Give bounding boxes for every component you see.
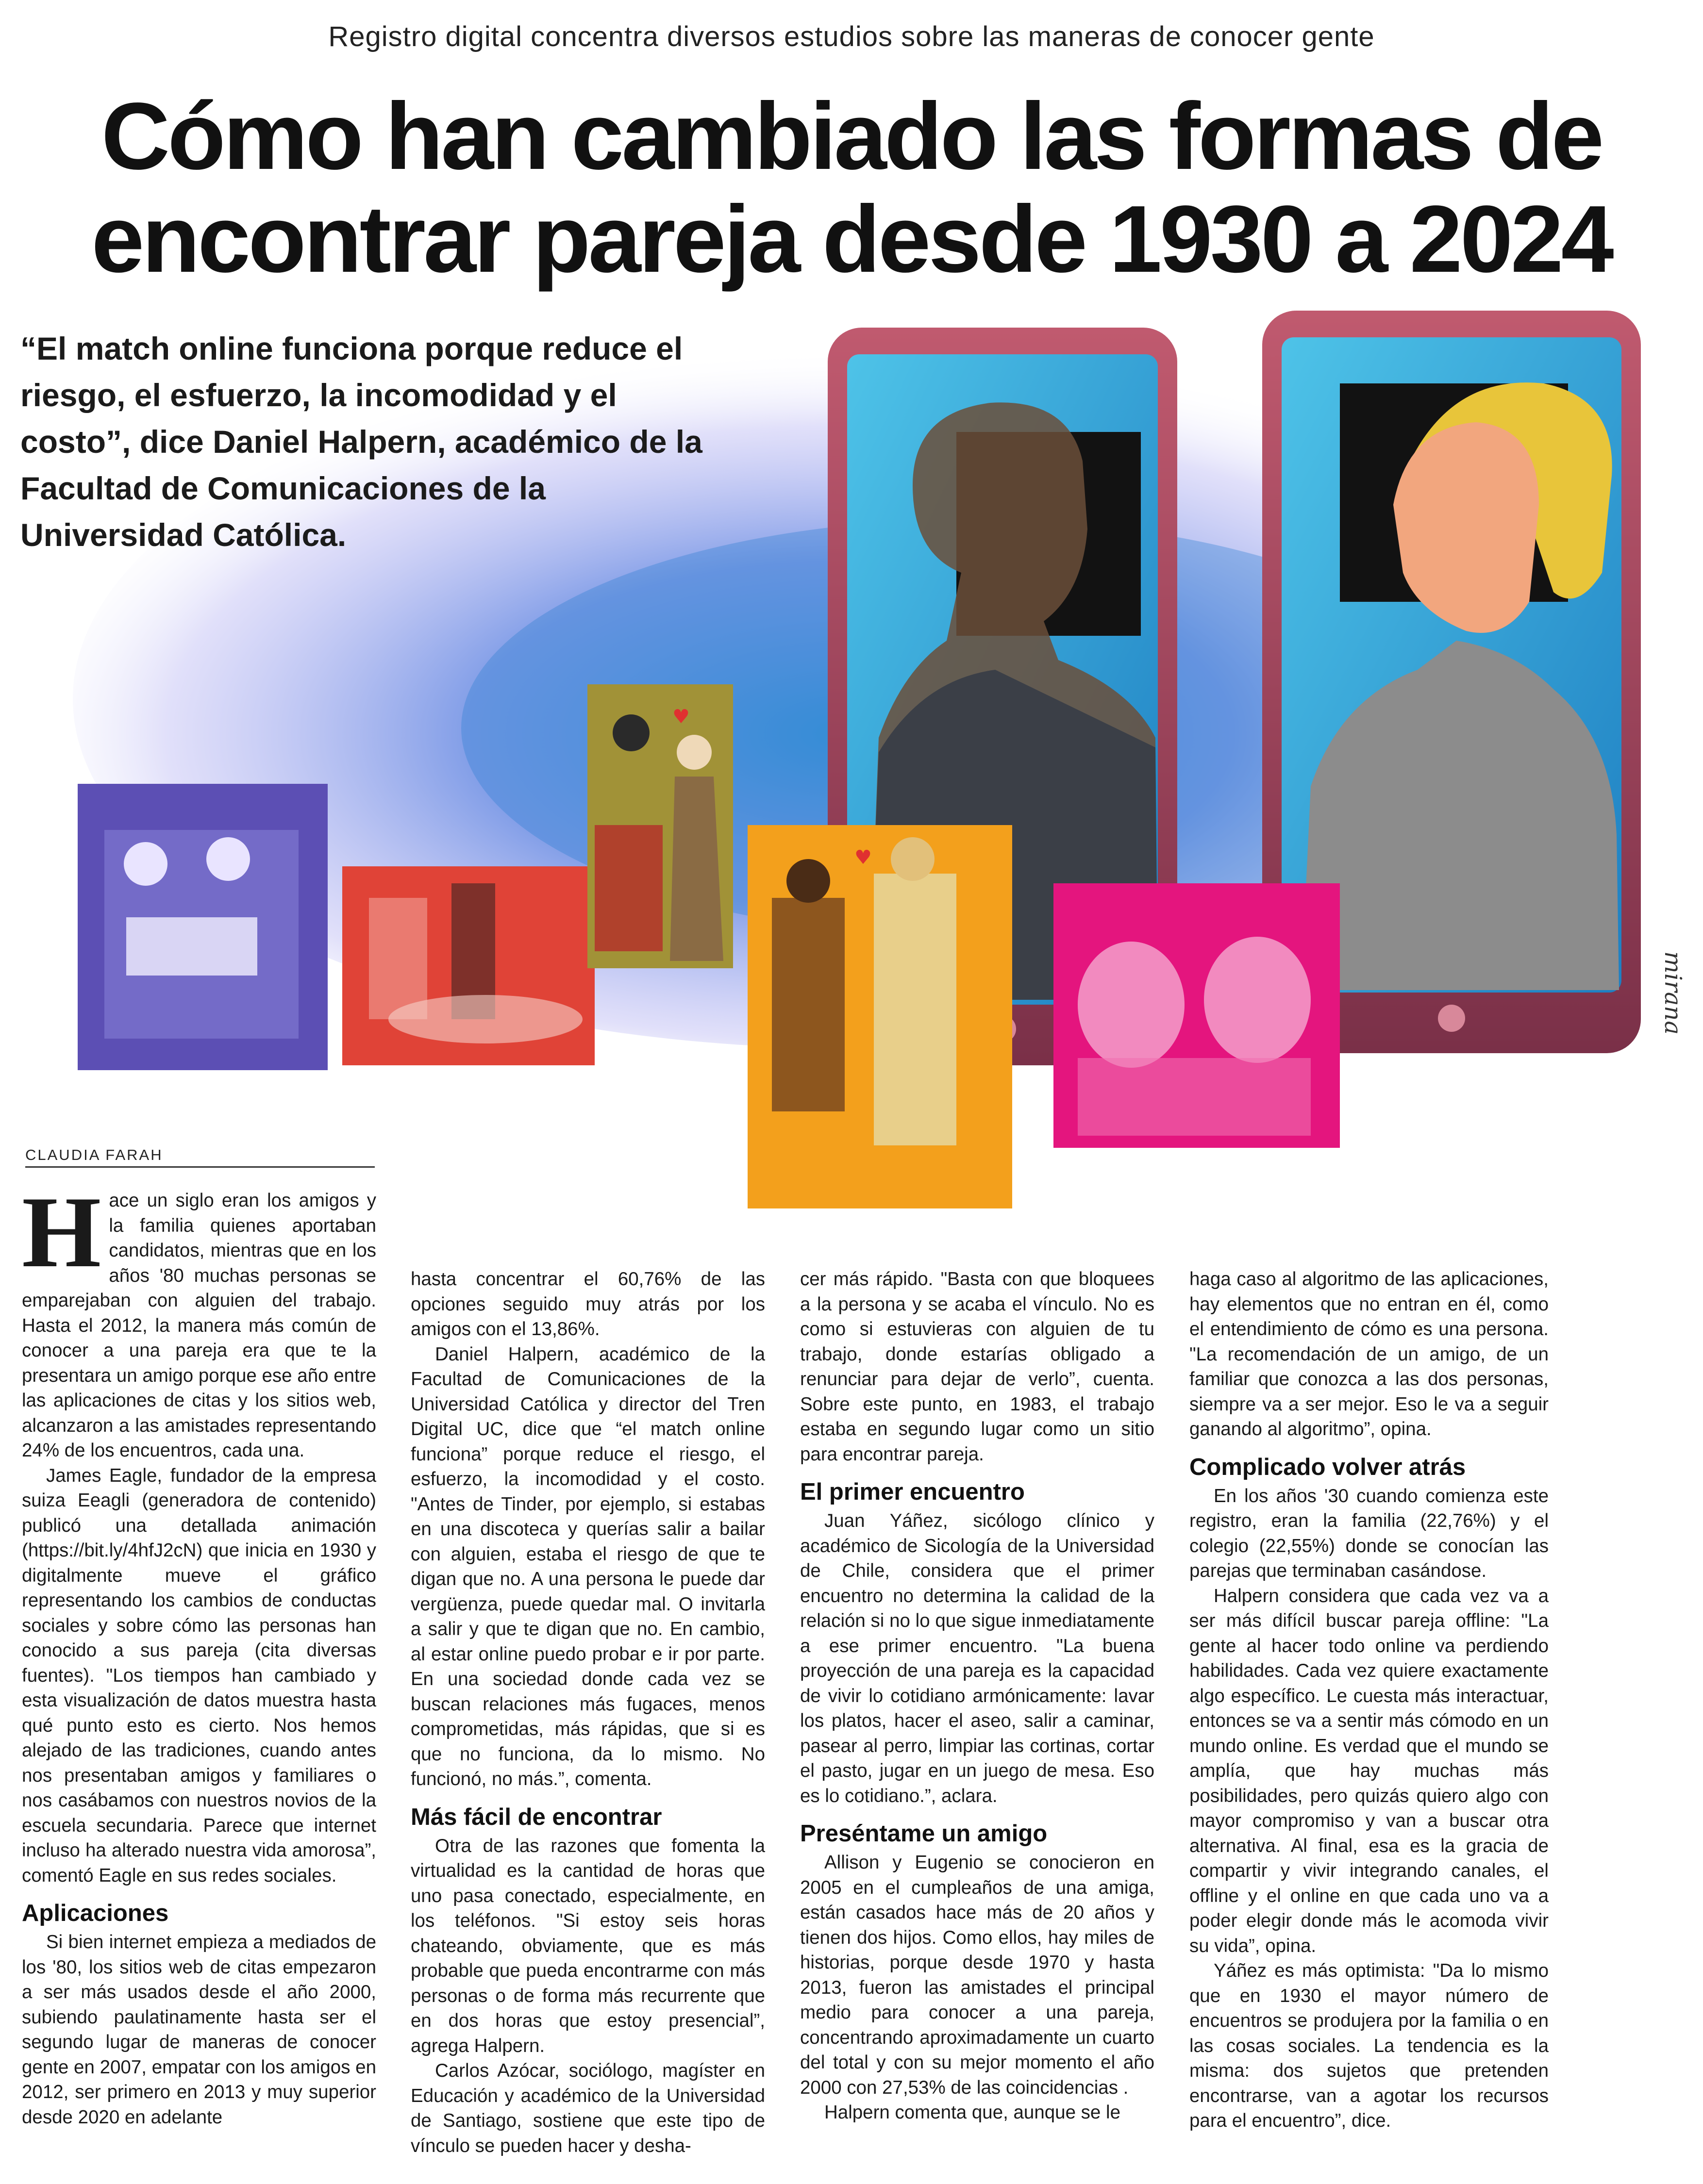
svg-text:♥: ♥ xyxy=(672,706,690,728)
photo-1940s xyxy=(342,866,595,1065)
article-column-3 xyxy=(800,1267,1154,2125)
paragraph: En los años '30 cuando comienza este registro, eran la familia (22,76%) y el colegio (22,55%) donde se conocían las parejas que terminaban casándose. xyxy=(1189,1485,1549,1581)
photo-1950s xyxy=(587,684,733,968)
article-column-4 xyxy=(1189,1267,1549,2134)
subheading-mas-facil: Más fácil de encontrar xyxy=(411,1803,662,1830)
paragraph: Si bien internet empieza a mediados de los '80, los sitios web de citas empezaron a ser más usados desde el año 2000, subiendo paulatinamente hasta ser el segundo lugar de maneras de conocer gente en 2007, empatar con los amigos en 2012, ser primero en 2013 y muy superior desde 2020 en adelante xyxy=(22,1932,376,2128)
paragraph: Otra de las razones que fomenta la virtualidad es la cantidad de horas que uno pasa conectado, especialmente, en los teléfonos. "Si estoy seis horas chateando, obviamente, que es más probable que pueda encontrarme con más personas o de forma más recurrente que en dos horas que estoy presencial”, agrega Halpern. xyxy=(411,1835,765,2056)
subheading-primer-encuentro: El primer encuentro xyxy=(800,1479,1025,1505)
paragraph: haga caso al algoritmo de las aplicaciones, hay elementos que no entran en él, como el entendimiento de cómo es una persona. "La recomendación de un amigo, de un familiar que conozca a las dos personas, siempre va a ser mejor. Eso le va a seguir ganando al algoritmo”, opina. xyxy=(1189,1269,1549,1439)
paragraph: Halpern comenta que, aunque se le xyxy=(824,2102,1121,2123)
photo-1970s xyxy=(1053,883,1340,1148)
paragraph: hasta concentrar el 60,76% de las opciones seguido muy atrás por los amigos con el 13,86%. xyxy=(411,1269,765,1340)
paragraph: Yáñez es más optimista: "Da lo mismo que en 1930 el mayor número de encuentros se produjera por la familia o en las cosas sociales. La tendencia es la misma: dos sujetos que pretenden encontrarse, van a agotar los recursos para el encuentro”, dice. xyxy=(1189,1960,1549,2131)
headline-line-1: Cómo han cambiado las formas de xyxy=(101,83,1602,189)
byline: CLAUDIA FARAH xyxy=(25,1146,375,1168)
headline xyxy=(58,85,1645,291)
subheading-presentame: Preséntame un amigo xyxy=(800,1820,1048,1847)
paragraph: Hace un siglo eran los amigos y la familia quienes aportaban candidatos, mientras que en los años '80 muchas personas se emparejaban con alguien del trabajo. Hasta el 2012, la manera más común de conocer a una pareja era que te la presentara un amigo porque ese año entre las aplicaciones de citas y los sitios web, alcanzaron a las amistades representando 24% de los encuentros, cada una. xyxy=(22,1176,376,1461)
photo-1960s xyxy=(748,825,1012,1208)
lead-quote: “El match online funciona porque reduce el riesgo, el esfuerzo, la incomodidad y el costo”, dice Daniel Halpern, académico de la Facultad de Comunicaciones de la Universidad Católica. xyxy=(20,331,702,553)
photo-1930s xyxy=(78,784,328,1070)
headline-line-2: encontrar pareja desde 1930 a 2024 xyxy=(91,186,1612,292)
svg-text:♥: ♥ xyxy=(854,846,872,869)
paragraph: Daniel Halpern, académico de la Facultad de Comunicaciones de la Universidad Católica y director del Tren Digital UC, dice que “el match online funciona” porque reduce el riesgo, el esfuerzo, la incomodidad y el costo. "Antes de Tinder, por ejemplo, si estabas en una discoteca y querías salir a bailar con alguien, estaba el riesgo de que te digan que no. A una persona le puede dar vergüenza, puede quedar mal. O invitarla a salir y que te digan que no. En cambio, al estar online puedo probar e ir por parte. En una sociedad donde cada vez se buscan relaciones más fugaces, menos comprometidas, más rápidas, que si es que no funciona, da lo mismo. No funcionó, no más.”, comenta. xyxy=(411,1343,765,1789)
subheading-complicado: Complicado volver atrás xyxy=(1189,1454,1466,1480)
paragraph: cer más rápido. "Basta con que bloquees a la persona y se acaba el vínculo. No es como si estuvieras con alguien de tu trabajo, donde estarías obligado a renunciar para dejar de verlo”, cuenta. Sobre este punto, en 1983, el trabajo estaba en segundo lugar como un sitio para encontrar pareja. xyxy=(800,1269,1154,1465)
paragraph: Halpern considera que cada vez va a ser más difícil buscar pareja offline: "La gente al hacer todo online va perdiendo habilidades. Cada vez quiere exactamente algo específico. Le cuesta más interactuar, entonces se va a sentir más cómodo en un mundo online. Es verdad que el mundo se amplía, que hay muchas más posibilidades, pero quizás quiero algo con mayor compromiso y van a buscar otra alternativa. Al final, esa es la gracia de compartir y vivir integrando canales, el offline y el online en que cada uno va a poder elegir donde más le acomoda vivir su vida”, opina. xyxy=(1189,1585,1549,1956)
paragraph: Allison y Eugenio se conocieron en 2005 en el cumpleaños de una amiga, están casados hace más de 20 años y tienen dos hijos. Como ellos, hay miles de historias, porque desde 1970 y hasta 2013, fueron las amistades el principal medio para conocer a una pareja, concentrando aproximadamente un cuarto del total y con su mejor momento el año 2000 con 27,53% de las coincidencias . xyxy=(800,1852,1154,2098)
paragraph: Carlos Azócar, sociólogo, magíster en Educación y académico de la Universidad de Santiago, sostiene que este tipo de vínculo se pueden hacer y desha- xyxy=(411,2060,765,2156)
kicker: Registro digital concentra diversos estudios sobre las maneras de conocer gente xyxy=(328,21,1375,52)
artist-signature: mirana xyxy=(1659,951,1686,1035)
paragraph: Juan Yáñez, sicólogo clínico y académico de Sicología de la Universidad de Chile, considera que el primer encuentro no determina la calidad de la relación si no lo que sigue inmediatamente a ese primer encuentro. "La buena proyección de una pareja es la capacidad de vivir lo cotidiano armónicamente: lavar los platos, hacer el aseo, salir a caminar, pasear al perro, limpiar las cortinas, cortar el pasto, jugar en un juego de mesa. Eso es lo cotidiano.”, aclara. xyxy=(800,1510,1154,1806)
subheading-aplicaciones: Aplicaciones xyxy=(22,1900,169,1926)
drop-cap: H xyxy=(22,1176,101,1289)
paragraph: James Eagle, fundador de la empresa suiza Eeagli (generadora de contenido) publicó una detallada animación (https://bit.ly/4hfJ2cN) que inicia en 1930 y digitalmente mueve el gráfico representando los cambios de conductas sociales y sobre cómo las personas han conocido a sus pareja (cita diversas fuentes). "Los tiempos han cambiado y esta visualización de datos muestra hasta qué punto esto es cierto. Nos hemos alejado de las tradiciones, cuando antes nos presentaban amigos y familiares o nos casábamos con nuestros novios de la escuela secundaria. Parece que internet incluso ha alterado nuestra vida amorosa”, comentó Eagle en sus redes sociales. xyxy=(22,1465,376,1886)
article-column-2 xyxy=(411,1267,765,2158)
article-column-1 xyxy=(22,1176,376,2130)
